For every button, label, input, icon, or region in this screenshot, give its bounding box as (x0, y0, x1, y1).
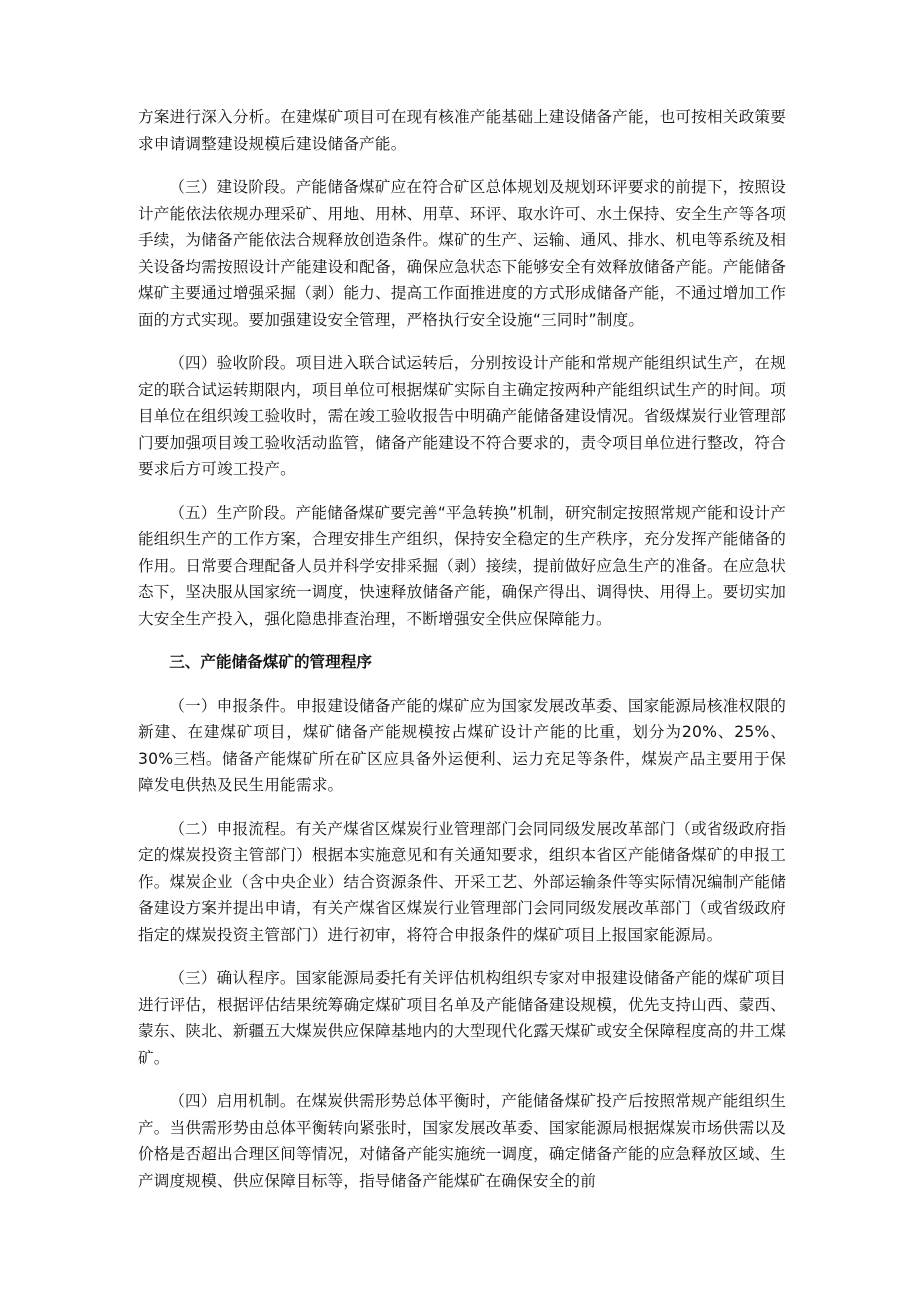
paragraph-scheme-analysis: 方案进行深入分析。在建煤矿项目可在现有核准产能基础上建设储备产能，也可按相关政策要求申请调整建设规模后建设储备产能。 (138, 108, 786, 153)
paragraph-application-conditions: （一）申报条件。申报建设储备产能的煤矿应为国家发展改革委、国家能源局核准权限的新建、在建煤矿项目，煤矿储备产能规模按占煤矿设计产能的比重，划分为20%、25%、30%三档。储备产能煤矿所在矿区应具备外运便利、运力充足等条件，煤炭产品主要用于保障发电供热及民生用能需求。 (138, 696, 786, 794)
paragraph-construction-stage: （三）建设阶段。产能储备煤矿应在符合矿区总体规划及规划环评要求的前提下，按照设计产能依法依规办理采矿、用地、用林、用草、环评、取水许可、水土保持、安全生产等各项手续，为储备产能依法合规释放创造条件。煤矿的生产、运输、通风、排水、机电等系统及相关设备均需按照设计产能建设和配备，确保应急状态下能够安全有效释放储备产能。产能储备煤矿主要通过增强采掘（剥）能力、提高工作面推进度的方式形成储备产能，不通过增加工作面的方式实现。要加强建设安全管理，严格执行安全设施“三同时”制度。 (138, 178, 786, 329)
section-heading-management-procedure: 三、产能储备煤矿的管理程序 (169, 653, 372, 671)
paragraph-application-process: （二）申报流程。有关产煤省区煤炭行业管理部门会同同级发展改革部门（或省级政府指定的煤炭投资主管部门）根据本实施意见和有关通知要求，组织本省区产能储备煤矿的申报工作。煤炭企业（含中央企业）结合资源条件、开采工艺、外部运输条件等实际情况编制产能储备建设方案并提出申请，有关产煤省区煤炭行业管理部门会同同级发展改革部门（或省级政府指定的煤炭投资主管部门）进行初审，将符合申报条件的煤矿项目上报国家能源局。 (138, 819, 786, 944)
paragraph-confirmation-procedure: （三）确认程序。国家能源局委托有关评估机构组织专家对申报建设储备产能的煤矿项目进行评估，根据评估结果统筹确定煤矿项目名单及产能储备建设规模，优先支持山西、蒙西、蒙东、陕北、新疆五大煤炭供应保障基地内的大型现代化露天煤矿或安全保障程度高的井工煤矿。 (138, 969, 786, 1067)
paragraph-activation-mechanism: （四）启用机制。在煤炭供需形势总体平衡时，产能储备煤矿投产后按照常规产能组织生产。当供需形势由总体平衡转向紧张时，国家发展改革委、国家能源局根据煤炭市场供需以及价格是否超出合理区间等情况，对储备产能实施统一调度，确定储备产能的应急释放区域、生产调度规模、供应保障目标等，指导储备产能煤矿在确保安全的前 (138, 1092, 786, 1190)
paragraph-acceptance-stage: （四）验收阶段。项目进入联合试运转后，分别按设计产能和常规产能组织试生产，在规定的联合试运转期限内，项目单位可根据煤矿实际自主确定按两种产能组织试生产的时间。项目单位在组织竣工验收时，需在竣工验收报告中明确产能储备建设情况。省级煤炭行业管理部门要加强项目竣工验收活动监管，储备产能建设不符合要求的，责令项目单位进行整改，符合要求后方可竣工投产。 (138, 354, 786, 478)
paragraph-production-stage: （五）生产阶段。产能储备煤矿要完善“平急转换”机制，研究制定按照常规产能和设计产能组织生产的工作方案，合理安排生产组织，保持安全稳定的生产秩序，充分发挥产能储备的作用。日常要合理配备人员并科学安排采掘（剥）接续，提前做好应急生产的准备。在应急状态下，坚决服从国家统一调度，快速释放储备产能，确保产得出、调得快、用得上。要切实加大安全生产投入，强化隐患排查治理，不断增强安全供应保障能力。 (138, 503, 786, 628)
document-page (138, 104, 786, 1211)
